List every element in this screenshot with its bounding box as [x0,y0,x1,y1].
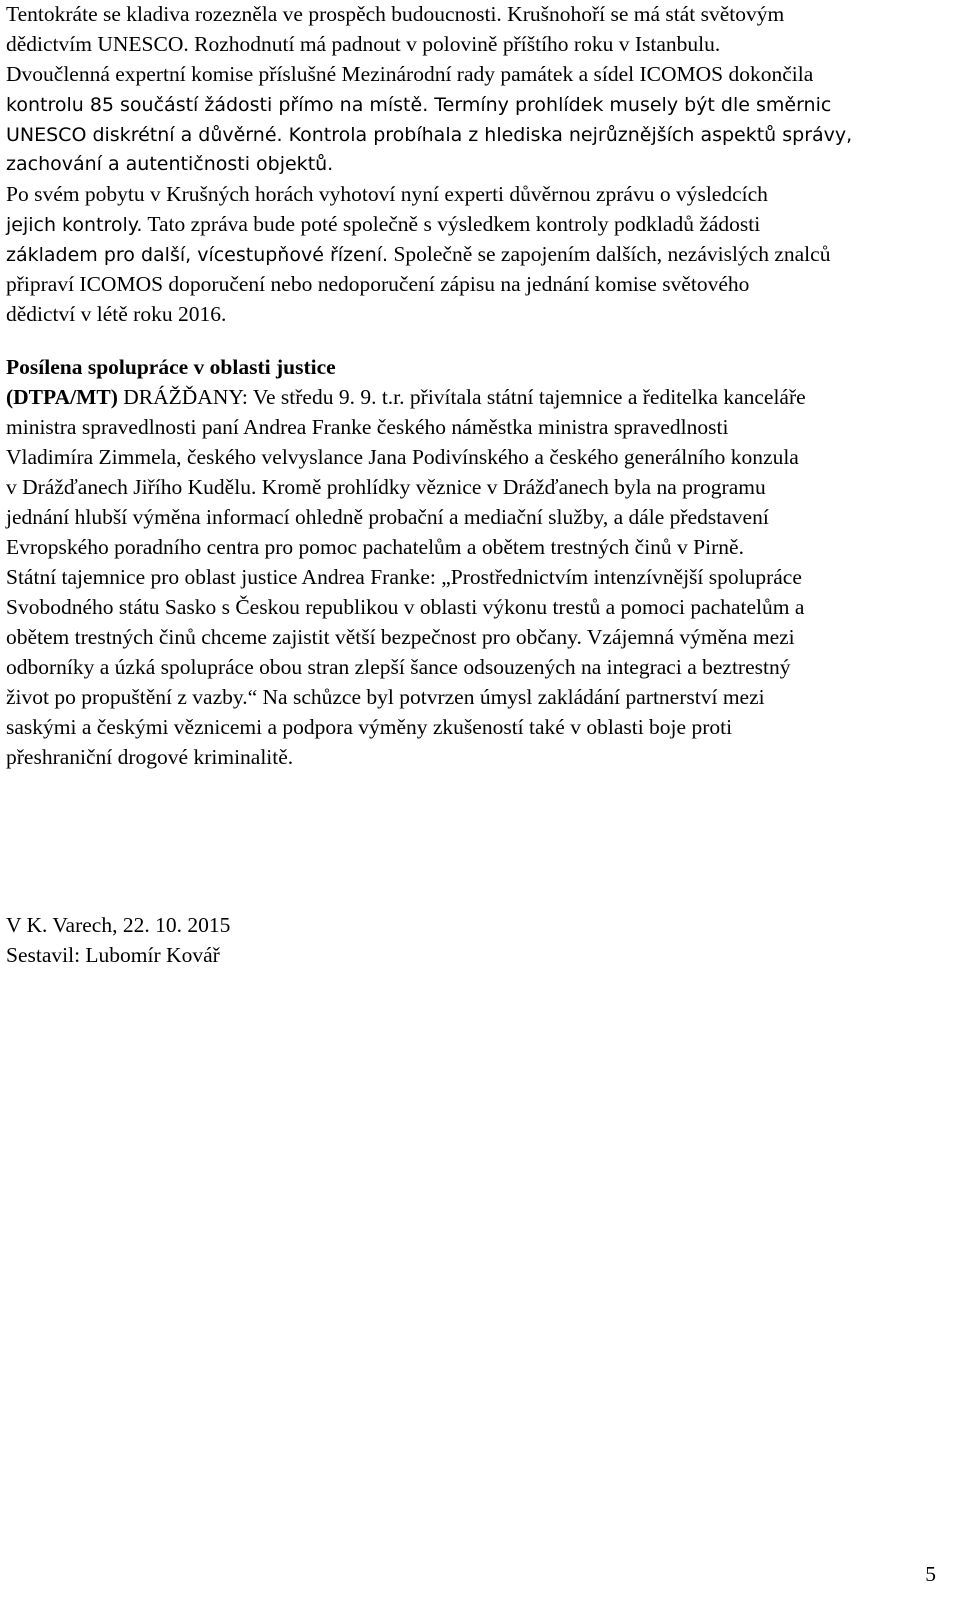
text-line [6,384,806,410]
text-line: život po propuštění z vazby.“ Na schůzce byl potvrzen úmysl zakládání partnerství mezi [6,685,765,709]
text-run: Termíny prohlídek musely být dle směrnic [428,94,832,116]
agency-tag: (DTPA/MT) [6,385,118,409]
place-date: V K. Varech, 22. 10. 2015 [6,913,231,937]
text-run: Společně se zapojením dalších, nezávislých znalců [388,242,831,266]
text-line: ministra spravedlnosti paní Andrea Franke českého náměstka ministra spravedlnosti [6,415,729,439]
text-line [6,241,830,268]
text-line [6,211,760,238]
text-run: UNESCO diskrétní a důvěrné. [6,124,283,146]
text-line: připraví ICOMOS doporučení nebo nedoporučení zápisu na jednání komise světového [6,272,750,296]
text-run: kontrolu 85 součástí žádosti přímo na místě. [6,94,429,116]
text-run: Ve středu 9. 9. t.r. přivítala státní tajemnice a ředitelka kanceláře [252,385,806,409]
text-run: Kontrola probíhala z hlediska nejrůznějších aspektů správy, [282,124,853,146]
text-run: DRÁŽĎANY: [117,385,253,409]
author-credit: Sestavil: Lubomír Kovář [6,943,220,967]
text-line: Státní tajemnice pro oblast justice Andrea Franke: „Prostřednictvím intenzívnější spolupráce [6,565,802,589]
text-line: Svobodného státu Sasko s Českou republikou v oblasti výkonu trestů a pomoci pachatelům a [6,595,805,619]
text-line: Po svém pobytu v Krušných horách vyhotoví nyní experti důvěrnou zprávu o výsledcích [6,182,768,206]
text-line: zachování a autentičnosti objektů. [6,153,334,175]
text-line: obětem trestných činů chceme zajistit větší bezpečnost pro občany. Vzájemná výměna mezi [6,625,795,649]
text-line: saskými a českými věznicemi a podpora výměny zkušeností také v oblasti boje proti [6,715,733,739]
text-line: v Drážďanech Jiřího Kudělu. Kromě prohlídky věznice v Drážďanech byla na programu [6,475,766,499]
text-line: Evropského poradního centra pro pomoc pachatelům a obětem trestných činů v Pirně. [6,535,744,559]
text-line: Vladimíra Zimmela, českého velvyslance Jana Podivínského a českého generálního konzula [6,445,799,469]
text-line [6,121,852,148]
text-line: dědictvím UNESCO. Rozhodnutí má padnout v polovině příštího roku v Istanbulu. [6,32,721,56]
text-run: základem pro další, vícestupňové řízení. [6,244,389,266]
text-line [6,91,831,118]
text-line: jednání hlubší výměna informací ohledně probační a mediační služby, a dále představení [6,505,769,529]
text-run: Tato zpráva bude poté společně s výsledkem kontroly podkladů žádosti [142,212,761,236]
text-line: přeshraniční drogové kriminalitě. [6,745,294,769]
text-line: dědictví v létě roku 2016. [6,302,227,326]
text-line: Tentokráte se kladiva rozezněla ve prospěch budoucnosti. Krušnohoří se má stát světovým [6,2,785,26]
page-number: 5 [925,1562,936,1586]
text-line: Dvoučlenná expertní komise příslušné Mezinárodní rady památek a sídel ICOMOS dokončila [6,62,814,86]
text-run: jejich kontroly. [6,214,143,236]
text-line: odborníky a úzká spolupráce obou stran zlepší šance odsouzených na integraci a beztrestný [6,655,791,679]
section-heading: Posílena spolupráce v oblasti justice [6,355,336,379]
